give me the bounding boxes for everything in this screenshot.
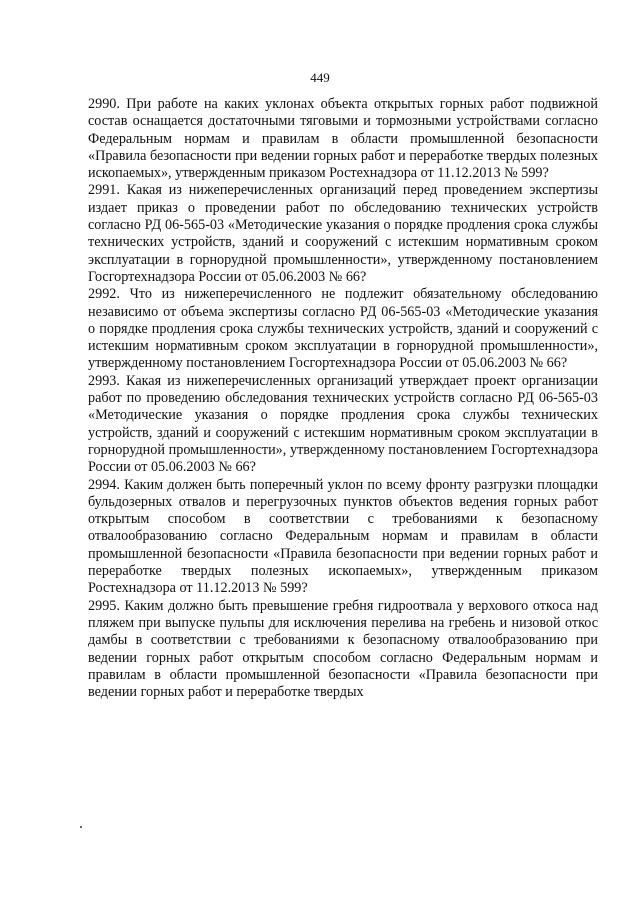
question-2990: 2990. При работе на каких уклонах объекта открытых горных работ подвижной состав оснащается достаточными тяговыми и тормозными устройствами согласно Федеральным нормам и правилам в области промышленной безопасности «Правила безопасности при ведении горных работ и переработке твердых полезных ископаемых», утвержденным приказом Ростехнадзора от 11.12.2013 № 599? <box>88 96 598 182</box>
question-2991: 2991. Какая из нижеперечисленных организаций перед проведением экспертизы издает приказ о проведении работ по обследованию технических устройств согласно РД 06-565-03 «Методические указания о порядке продления срока службы технических устройств, зданий и сооружений с истекшим нормативным сроком эксплуатации в горнорудной промышленности», утвержденному постановлением Госгортехнадзора России от 05.06.2003 № 66? <box>88 182 598 285</box>
page-number: 449 <box>310 70 330 85</box>
question-2992: 2992. Что из нижеперечисленного не подлежит обязательному обследованию независимо от объема экспертизы согласно РД 06-565-03 «Методические указания о порядке продления срока службы технических устройств, зданий и сооружений с истекшим нормативным сроком эксплуатации в горнорудной промышленности», утвержденному постановлением Госгортехнадзора России от 05.06.2003 № 66? <box>88 286 598 372</box>
question-2993: 2993. Какая из нижеперечисленных организаций утверждает проект организации работ по проведению обследования технических устройств согласно РД 06-565-03 «Методические указания о порядке продления срока службы технических устройств, зданий и сооружений с истекшим нормативным сроком эксплуатации в горнорудной промышленности», утвержденному постановлением Госгортехнадзора России от 05.06.2003 № 66? <box>88 372 598 476</box>
question-list <box>88 96 598 701</box>
scan-speck <box>80 826 82 828</box>
question-2994: 2994. Каким должен быть поперечный уклон по всему фронту разгрузки площадки бульдозерных отвалов и перегрузочных пунктов объектов ведения горных работ открытым способом в соответствии с требованиями к безопасному отвалообразованию согласно Федеральным нормам и правилам в области промышленной безопасности «Правила безопасности при ведении горных работ и переработке твердых полезных ископаемых», утвержденным приказом Ростехнадзора от 11.12.2013 № 599? <box>88 476 598 597</box>
question-2995: 2995. Каким должно быть превышение гребня гидроотвала у верхового откоса над пляжем при выпуске пульпы для исключения перелива на гребень и низовой откос дамбы в соответствии с требованиями к безопасному отвалообразованию при ведении горных работ открытым способом согласно Федеральным нормам и правилам в области промышленной безопасности «Правила безопасности при ведении горных работ и переработке твердых <box>88 597 598 701</box>
